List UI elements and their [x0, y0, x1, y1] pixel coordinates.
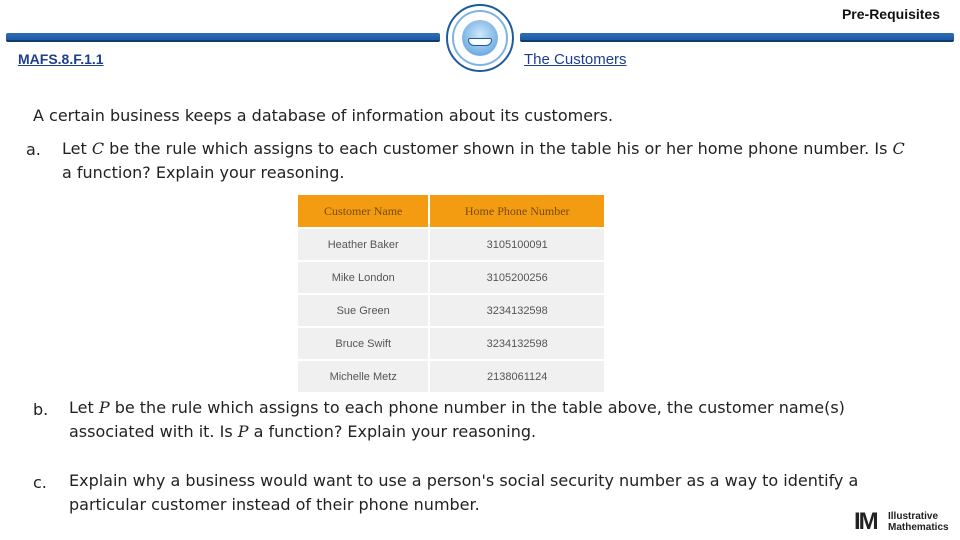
phone-number: 3105200256	[429, 261, 605, 294]
phone-number: 3234132598	[429, 327, 605, 360]
variable-p: P	[237, 422, 249, 441]
im-logo-icon: IM	[854, 508, 877, 535]
column-header-phone: Home Phone Number	[429, 195, 605, 228]
header-bar-left	[6, 33, 440, 42]
phone-number: 3105100091	[429, 228, 605, 261]
table-row	[298, 294, 605, 327]
standard-link[interactable]: MAFS.8.F.1.1	[18, 51, 104, 67]
phone-number: 2138061124	[429, 360, 605, 392]
lesson-title-link[interactable]: The Customers	[524, 51, 627, 68]
variable-p: P	[98, 398, 110, 417]
customer-name: Sue Green	[298, 294, 429, 327]
question-a-text: Let C be the rule which assigns to each customer shown in the table his or her home phone number. Is C a function? Explain your reasoning.	[62, 139, 905, 182]
question-a-marker: a.	[26, 140, 41, 159]
intro-text: A certain business keeps a database of information about its customers.	[33, 106, 614, 125]
variable-c: C	[91, 139, 105, 158]
customer-name: Bruce Swift	[298, 327, 429, 360]
question-c-text: Explain why a business would want to use a person's social security number as a way to identify a particular customer instead of their phone number.	[69, 471, 859, 514]
question-b-text: Let P be the rule which assigns to each phone number in the table above, the customer name(s) associated with it. Is P a function? Explain your reasoning.	[69, 398, 845, 441]
variable-c: C	[892, 139, 905, 158]
table-row	[298, 327, 605, 360]
column-header-name: Customer Name	[298, 195, 429, 228]
table-row	[298, 261, 605, 294]
phone-number: 3234132598	[429, 294, 605, 327]
question-b-marker: b.	[33, 400, 49, 419]
section-title: Pre-Requisites	[841, 6, 940, 22]
table-row	[298, 228, 605, 261]
customer-name: Heather Baker	[298, 228, 429, 261]
header-bar-right	[520, 33, 954, 42]
school-seal-icon	[446, 4, 514, 72]
customer-name: Mike London	[298, 261, 429, 294]
customer-table	[298, 195, 606, 392]
customer-name: Michelle Metz	[298, 360, 429, 392]
question-c-marker: c.	[33, 473, 47, 492]
table-row	[298, 360, 605, 392]
